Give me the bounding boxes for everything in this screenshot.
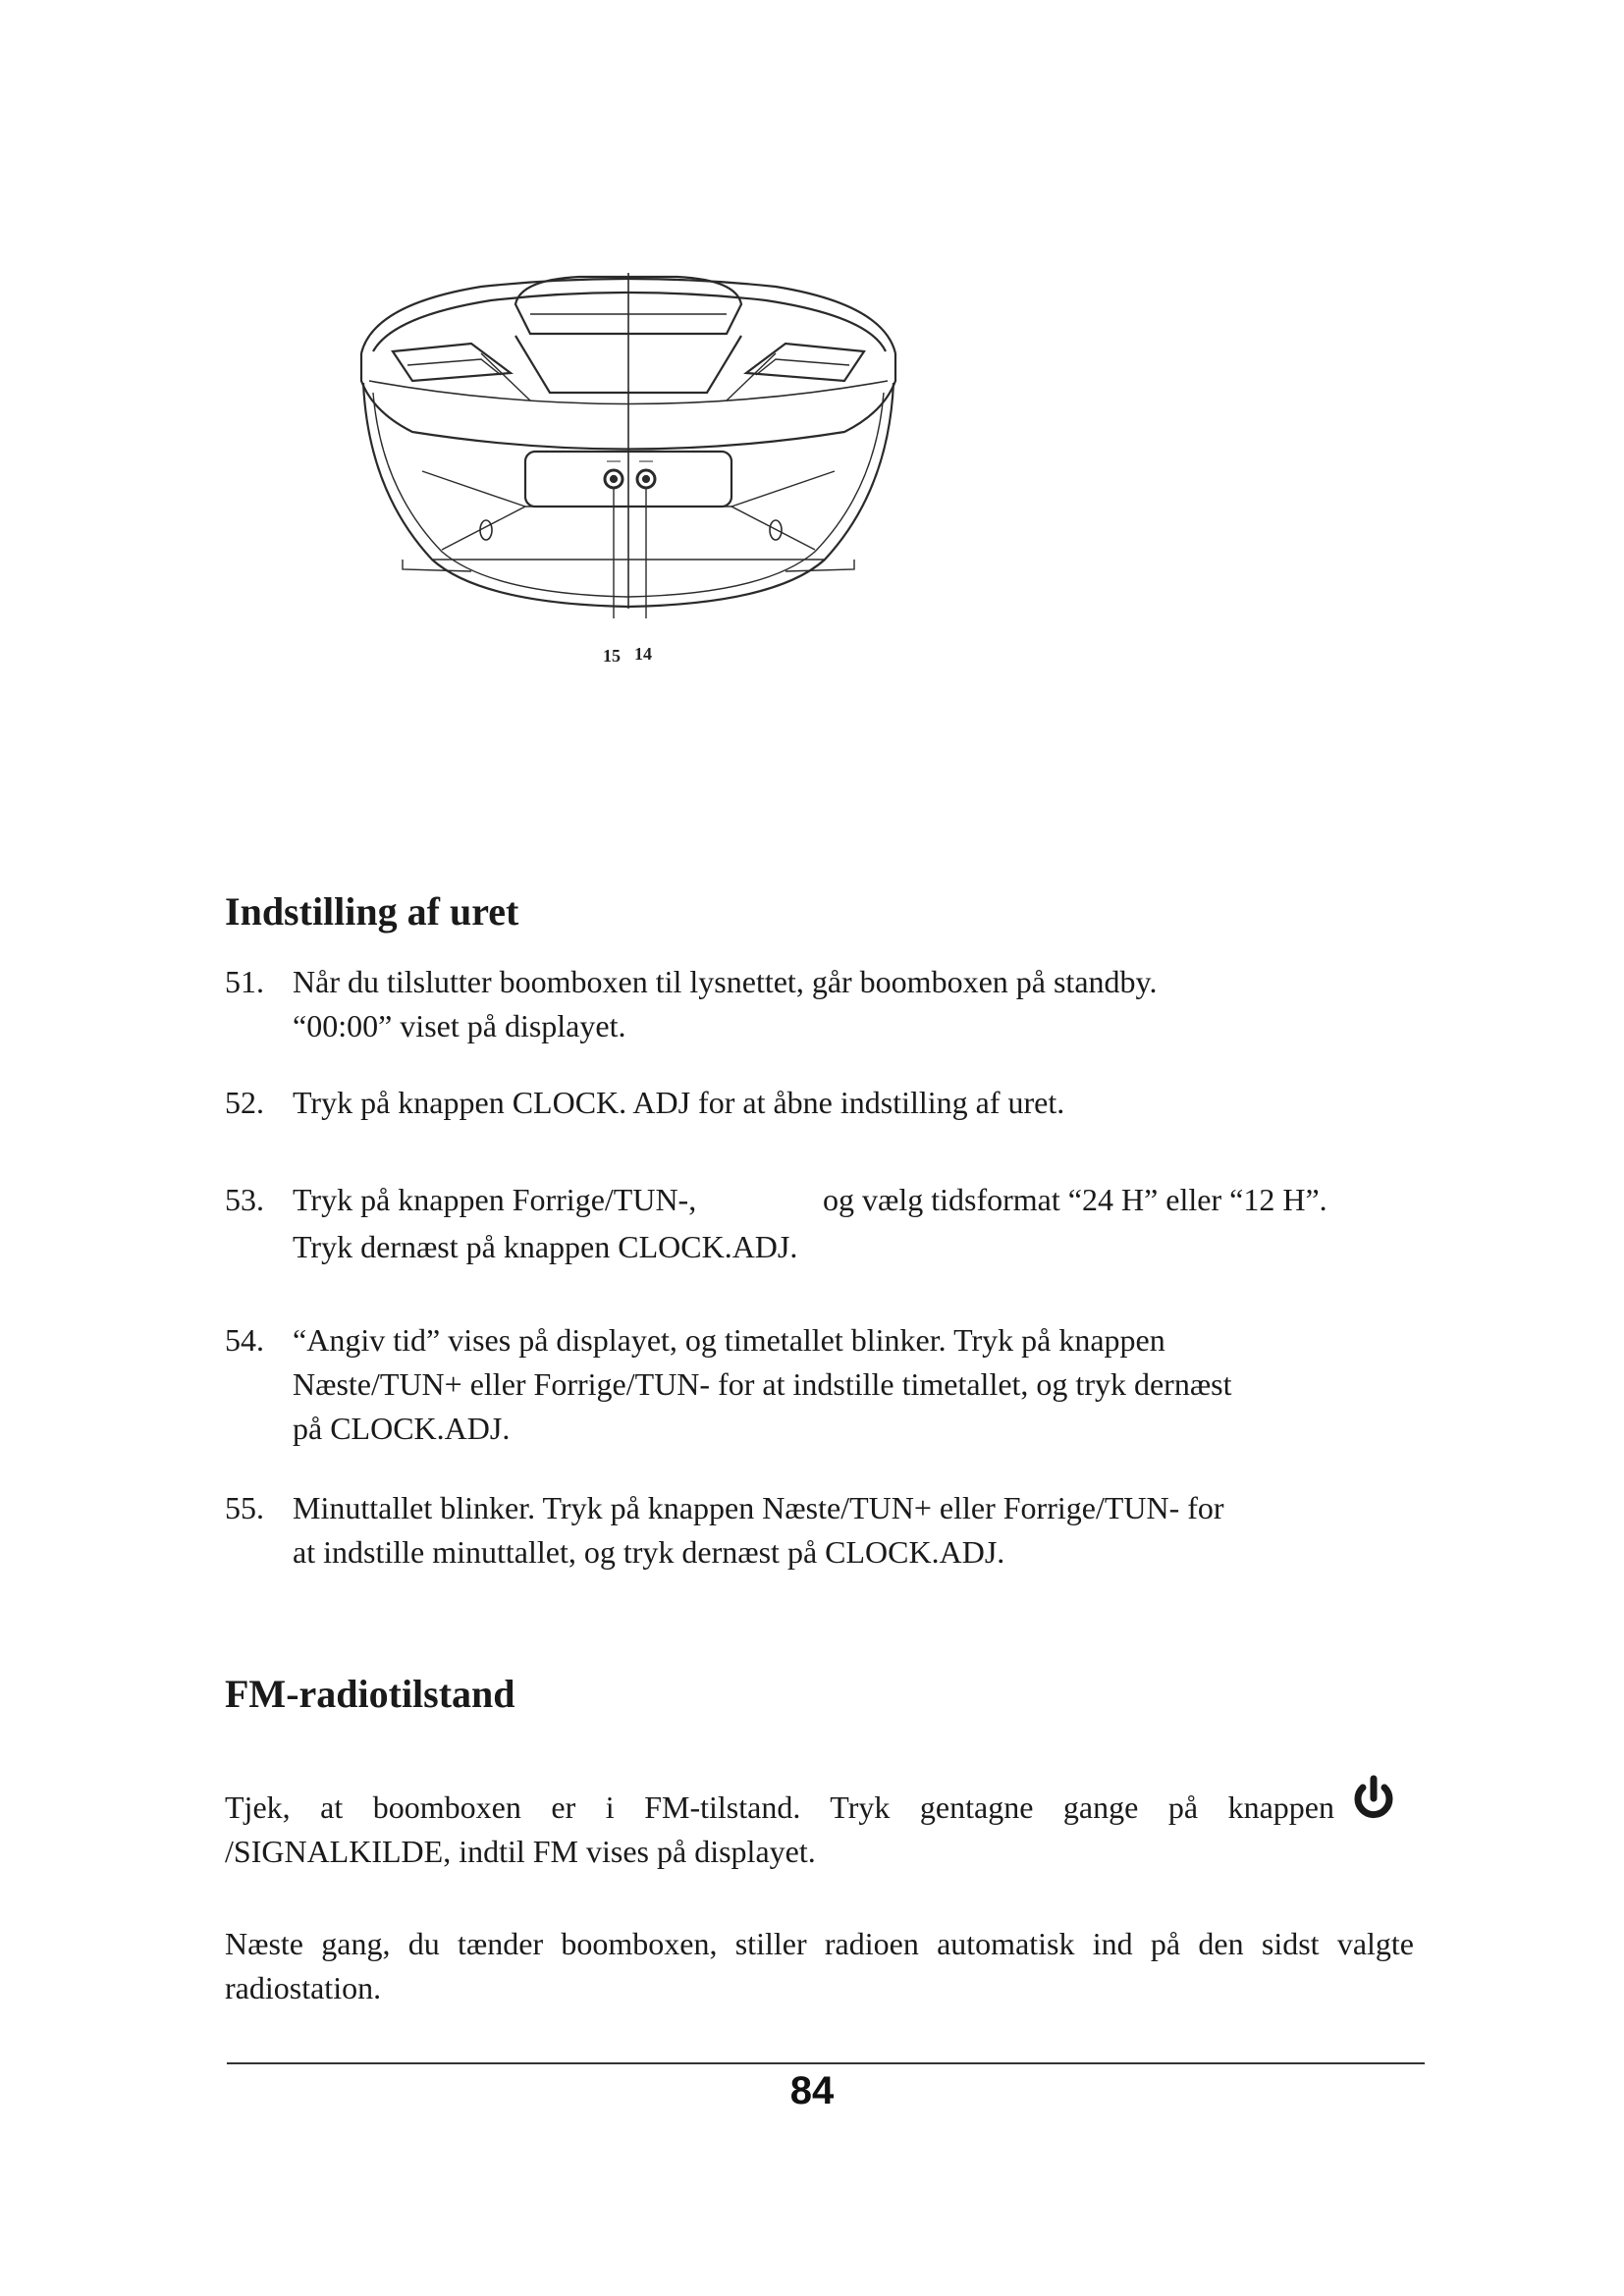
step-number: 54. [225, 1322, 264, 1358]
power-icon [1351, 1775, 1396, 1824]
step-text: Tryk dernæst på knappen CLOCK.ADJ. [293, 1229, 798, 1264]
step-number: 52. [225, 1085, 264, 1120]
step-text: Minuttallet blinker. Tryk på knappen Næste/TUN+ eller Forrige/TUN- for [293, 1490, 1224, 1525]
section-heading-clock: Indstilling af uret [225, 889, 519, 934]
step-text: Når du tilslutter boomboxen til lysnettet, går boomboxen på standby. [293, 964, 1158, 999]
fm-paragraph-2: Næste gang, du tænder boomboxen, stiller radioen automatisk ind på den sidst valgte radiostation. [225, 1926, 1414, 2005]
step-text: på CLOCK.ADJ. [293, 1411, 511, 1446]
step-text: Næste/TUN+ eller Forrige/TUN- for at indstille timetallet, og tryk dernæst [293, 1366, 1232, 1402]
fm-paragraph-1: Tjek, at boomboxen er i FM-tilstand. Tryk gentagne gange på knappen /SIGNALKILDE, indtil FM vises på displayet. [225, 1789, 1334, 1869]
step-text: at indstille minuttallet, og tryk dernæst på CLOCK.ADJ. [293, 1534, 1005, 1570]
step-number: 53. [225, 1182, 264, 1217]
step-number: 55. [225, 1490, 264, 1525]
step-text: Tryk på knappen Forrige/TUN-, [293, 1182, 697, 1217]
step-text: Tryk på knappen CLOCK. ADJ for at åbne indstilling af uret. [293, 1085, 1065, 1120]
callout-label-14: 14 [634, 644, 652, 664]
section-heading-fm: FM-radiotilstand [225, 1672, 515, 1716]
page-number: 84 [789, 2069, 835, 2112]
callout-label-15: 15 [603, 646, 621, 666]
step-number: 51. [225, 964, 264, 999]
step-text: “00:00” viset på displayet. [293, 1008, 626, 1043]
footer-divider [227, 2062, 1425, 2064]
boombox-illustration [334, 265, 923, 677]
step-text: og vælg tidsformat “24 H” eller “12 H”. [823, 1182, 1327, 1217]
step-text: “Angiv tid” vises på displayet, og timetallet blinker. Tryk på knappen [293, 1322, 1165, 1358]
